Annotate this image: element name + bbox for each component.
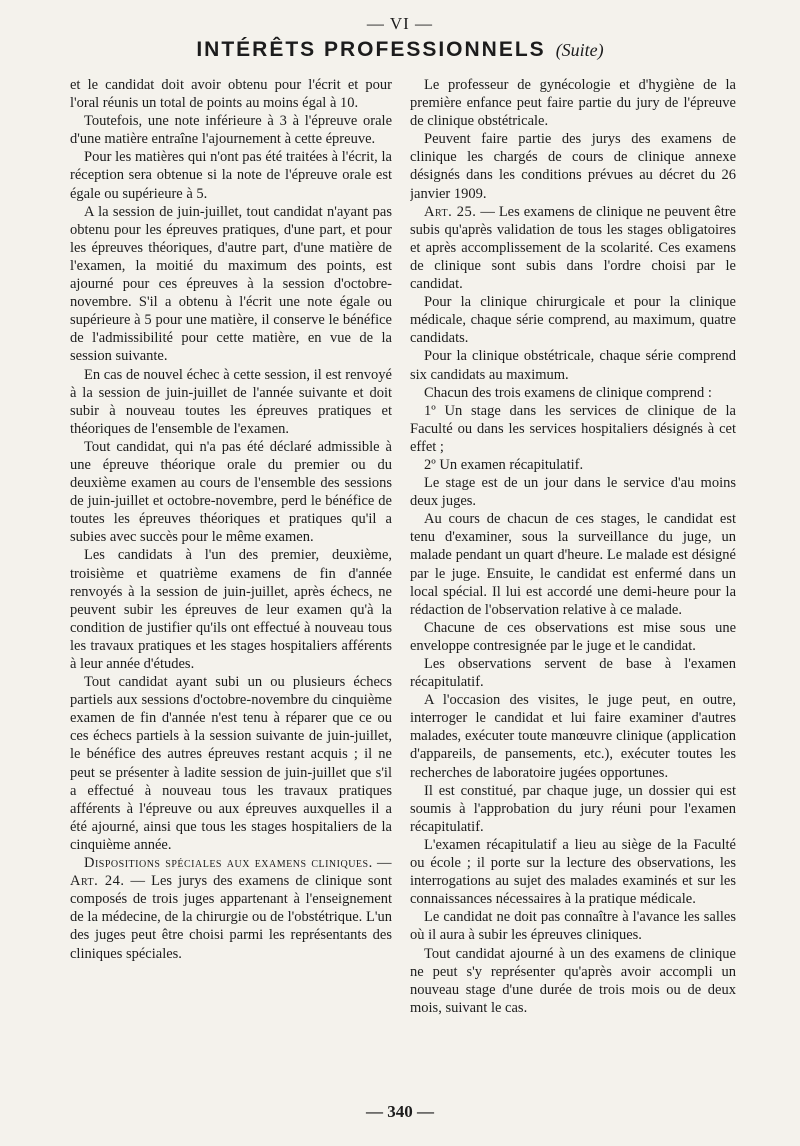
paragraph: Le professeur de gynécologie et d'hygiène de la première enfance peut faire partie du jury de l'épreuve de clinique obstétricale. [410, 77, 736, 130]
paragraph: L'examen récapitulatif a lieu au siège de la Faculté ou école ; il porte sur la lecture des observations, les interrogations au sujet des malades examinés et sur les connaissances nécessaires à la pratique médicale. [410, 836, 736, 908]
right-column [410, 76, 736, 1096]
paragraph: Le stage est de un jour dans le service d'au moins deux juges. [410, 475, 736, 510]
list-item: 2º Un examen récapitulatif. [424, 456, 584, 473]
section-title-suite: (Suite) [555, 40, 604, 60]
paragraph: A l'occasion des visites, le juge peut, en outre, interroger le candidat et lui faire examiner d'autres malades, exécuter toute manœuvre clinique (application d'appareils, de pansements, etc.), exécuter toutes les recherches de laboratoire jugées opportunes. [410, 692, 736, 781]
article-24-text: — Les jurys des examens de clinique sont composés de trois juges appartenant à l'enseignement de la médecine, de la chirurgie ou de l'obstétrique. L'un des juges peut être choisi parmi les représentants des cliniques spéciales. [70, 873, 392, 962]
paragraph: Le candidat ne doit pas connaître à l'avance les salles où il aura à subir les épreuves cliniques. [410, 909, 736, 944]
section-title: INTÉRÊTS PROFESSIONNELS [196, 38, 546, 61]
running-title [0, 38, 800, 62]
article-25-paragraph [410, 203, 736, 293]
paragraph: Tout candidat ayant subi un ou plusieurs échecs partiels aux sessions d'octobre-novembre du cinquième examen de fin d'année n'est tenu à réparer que ce ou ces échecs partiels à la session suivante de juin-juillet, le bénéfice des autres épreuves restant acquis ; il ne peut se présenter à ladite session de juin-juillet que s'il a effectué à nouveau tous les travaux pratiques afférents à l'épreuve ou aux épreuves auxquelles il a été ajourné, ainsi que tous les stages hospitaliers de la cinquième année. [70, 674, 392, 853]
dispositions-heading: Dispositions spéciales aux examens cliniques. [84, 855, 373, 872]
paragraph: Chacune de ces observations est mise sous une enveloppe contresignée par le juge et le candidat. [410, 619, 736, 654]
paragraph: Pour la clinique chirurgicale et pour la clinique médicale, chaque série comprend, au maximum, quatre candidats. [410, 294, 736, 347]
page-number: — 340 — [366, 1102, 434, 1121]
paragraph: Tout candidat ajourné à un des examens de clinique ne peut s'y représenter qu'après avoir accompli un nouveau stage d'une durée de trois mois ou de deux mois, suivant le cas. [410, 945, 736, 1016]
paragraph: Toutefois, une note inférieure à 3 à l'épreuve orale d'une matière entraîne l'ajournement à cette épreuve. [70, 113, 392, 148]
paragraph: Pour les matières qui n'ont pas été traitées à l'écrit, la réception sera obtenue si la note de l'épreuve orale est égale ou supérieure à 5. [70, 149, 392, 202]
paragraph: Les observations servent de base à l'examen récapitulatif. [410, 656, 736, 691]
left-column [70, 76, 392, 1096]
roman-page-number: — VI — [366, 14, 434, 33]
paragraph: Les candidats à l'un des premier, deuxième, troisième et quatrième examens de fin d'année renvoyés à la session de juin-juillet, après échecs, ne peuvent subir les épreuves de leur examen qu'à la condition de justifier qu'ils ont effectué à nouveau tous les travaux pratiques et les stages hospitaliers afférents à leur année d'études. [70, 547, 392, 672]
paragraph: Chacun des trois examens de clinique comprend : [424, 384, 712, 401]
paragraph: et le candidat doit avoir obtenu pour l'écrit et pour l'oral réunis un total de points au moins égal à 10. [70, 77, 392, 112]
article-24-label: — Art. 24. [70, 855, 392, 890]
article-25-text: — Les examens de clinique ne peuvent être subis qu'après validation de tous les stages obligatoires et après accomplissement de la scolarité. Ces examens de clinique sont subis dans l'ordre choisi par le candidat. [410, 203, 736, 293]
list-item: 1º Un stage dans les services de clinique de la Faculté ou dans les services hospitaliers désignés à cet effet ; [410, 402, 736, 455]
article-25-label: Art. 25. [424, 203, 477, 220]
paragraph: Pour la clinique obstétricale, chaque série comprend six candidats au maximum. [410, 348, 736, 383]
paragraph: Tout candidat, qui n'a pas été déclaré admissible à une épreuve théorique orale du premier ou du deuxième examen au cours de l'ensemble des sessions de juin-juillet et octobre-novembre, perd le bénéfice de toutes les épreuves théoriques et pratiques qu'il a subies avec succès pour le même examen. [70, 438, 392, 546]
paragraph: A la session de juin-juillet, tout candidat n'ayant pas obtenu pour les épreuves pratiques, d'une part, et pour les épreuves théoriques, d'autre part, d'une matière de l'examen, la moitié du maximum des points, est ajourné pour ces épreuves à la session d'octobre-novembre. S'il a obtenu à l'écrit une note égale ou supérieure à 5 pour une matière, il conserve le bénéfice de l'admissibilité pour cette matière, en vue de la session suivante. [70, 203, 392, 365]
paragraph: En cas de nouvel échec à cette session, il est renvoyé à la session de juin-juillet de l'année suivante et doit subir à nouveau toutes les épreuves pratiques et théoriques de l'ensemble de l'examen. [70, 366, 392, 437]
paragraph: Peuvent faire partie des jurys des examens de clinique les chargés de cours de clinique annexe désignés dans les conditions prévues au décret du 26 janvier 1909. [410, 131, 736, 202]
paragraph: Au cours de chacun de ces stages, le candidat est tenu d'examiner, sous la surveillance du juge, un malade pendant un quart d'heure. Le malade est désigné par le juge. Ensuite, le candidat est enfermé dans un local spécial. Il lui est accordé une demi-heure pour la rédaction de l'observation relative à ce malade. [410, 511, 736, 618]
dispositions-paragraph [70, 854, 392, 963]
paragraph: Il est constitué, par chaque juge, un dossier qui est soumis à l'approbation du jury réuni pour l'examen récapitulatif. [410, 782, 736, 835]
